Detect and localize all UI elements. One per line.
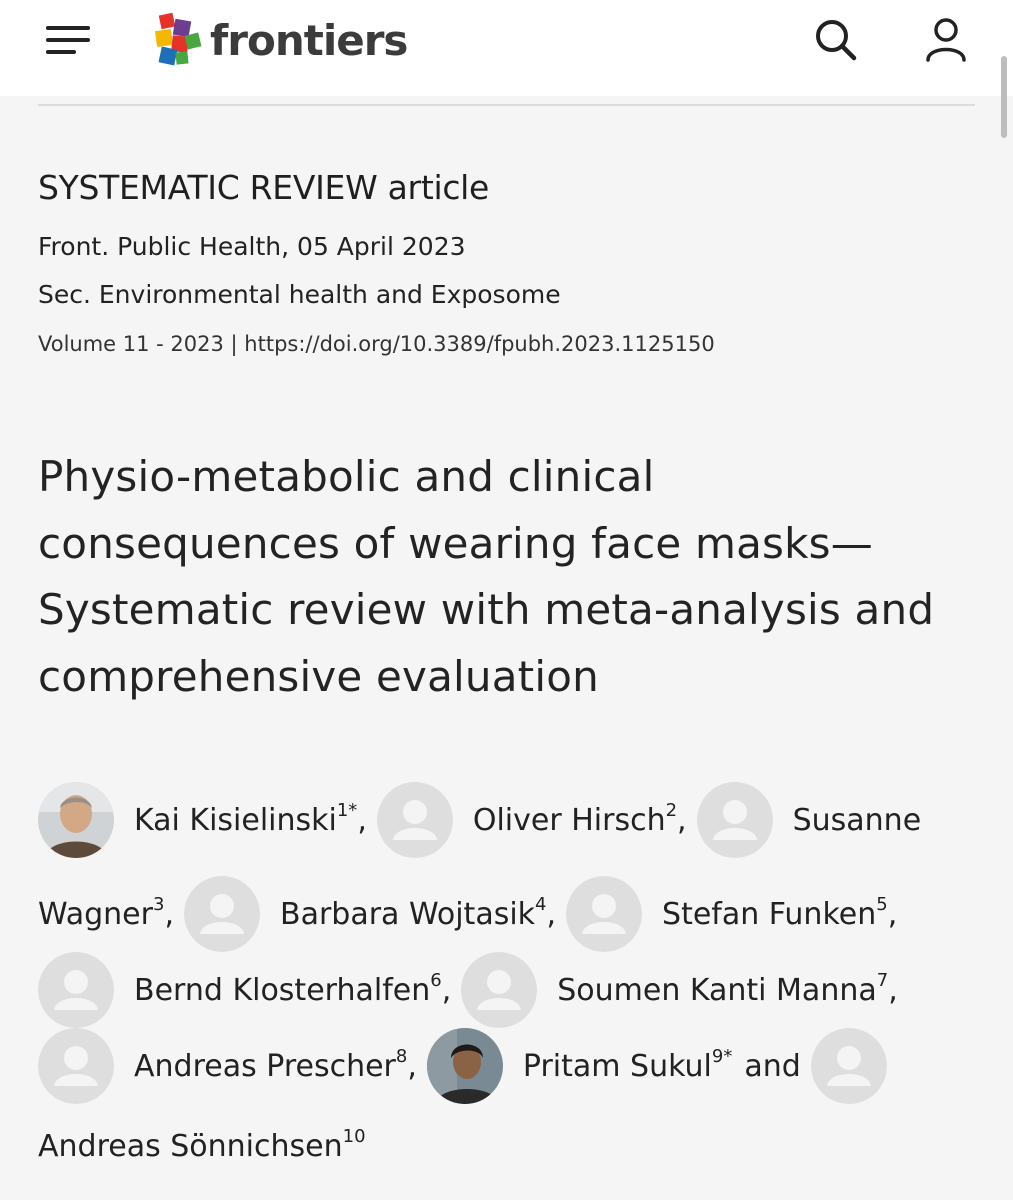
author-placeholder-avatar[interactable] bbox=[811, 1028, 887, 1104]
author-separator: , bbox=[357, 802, 367, 838]
author-row bbox=[38, 950, 898, 1030]
journal-and-date: Front. Public Health, 05 April 2023 bbox=[38, 232, 466, 261]
author-row bbox=[38, 780, 921, 860]
title-line: consequences of wearing face masks— bbox=[38, 518, 873, 568]
author-separator: , bbox=[677, 802, 687, 838]
author-photo-avatar[interactable] bbox=[427, 1028, 503, 1104]
search-button[interactable] bbox=[808, 12, 864, 68]
account-button[interactable] bbox=[918, 12, 974, 68]
author-separator: , bbox=[887, 896, 898, 932]
article-type: SYSTEMATIC REVIEW article bbox=[38, 168, 490, 207]
user-account-icon bbox=[918, 12, 974, 68]
author-placeholder-avatar[interactable] bbox=[38, 1028, 114, 1104]
author-placeholder-avatar[interactable] bbox=[566, 876, 642, 952]
author-name[interactable]: Andreas Sönnichsen$^{10}$ bbox=[38, 1125, 366, 1164]
title-line: Systematic review with meta-analysis and bbox=[38, 585, 935, 634]
author-separator: , bbox=[888, 972, 898, 1008]
volume-and-doi: Volume 11 - 2023 | https://doi.org/10.3389/fpubh.2023.1125150 bbox=[38, 332, 715, 356]
frontiers-logo-icon bbox=[152, 12, 204, 68]
author-placeholder-avatar[interactable] bbox=[697, 782, 773, 858]
author-name[interactable]: Susanne bbox=[792, 802, 922, 838]
menu-line bbox=[46, 38, 90, 42]
author-placeholder-avatar[interactable] bbox=[377, 782, 453, 858]
header-divider bbox=[38, 104, 975, 106]
author-name[interactable]: Bernd Klosterhalfen$^6$ bbox=[134, 969, 442, 1008]
title-line: Physio-metabolic and clinical bbox=[38, 452, 655, 501]
frontiers-logo[interactable] bbox=[152, 10, 407, 70]
author-separator-and: and bbox=[744, 1048, 801, 1084]
author-separator: , bbox=[407, 1048, 417, 1084]
author-separator: , bbox=[164, 896, 174, 932]
author-name[interactable]: Stefan Funken$^5$ bbox=[662, 893, 888, 932]
menu-line bbox=[46, 50, 76, 54]
author-placeholder-avatar[interactable] bbox=[461, 952, 537, 1028]
author-photo-avatar[interactable] bbox=[38, 782, 114, 858]
author-row bbox=[38, 874, 897, 954]
author-name[interactable]: Kai Kisielinski$^{1*}$ bbox=[134, 799, 358, 838]
title-line: comprehensive evaluation bbox=[38, 651, 599, 701]
author-placeholder-avatar[interactable] bbox=[184, 876, 260, 952]
author-name[interactable]: Andreas Prescher$^8$ bbox=[134, 1045, 408, 1084]
author-placeholder-avatar[interactable] bbox=[38, 952, 114, 1028]
hamburger-menu-button[interactable] bbox=[40, 18, 96, 62]
author-name[interactable]: Soumen Kanti Manna$^7$ bbox=[557, 969, 889, 1008]
scrollbar-thumb[interactable] bbox=[1001, 56, 1007, 138]
logo-wordmark: frontiers bbox=[210, 15, 408, 65]
author-row bbox=[38, 1026, 887, 1106]
author-separator: , bbox=[441, 972, 452, 1008]
author-name[interactable]: Barbara Wojtasik$^4$ bbox=[279, 893, 547, 932]
top-navigation-bar bbox=[0, 0, 1013, 96]
author-name[interactable]: Pritam Sukul$^{9*}$ bbox=[522, 1045, 733, 1084]
author-separator: , bbox=[546, 896, 557, 932]
menu-line bbox=[46, 26, 90, 30]
author-row bbox=[38, 1106, 366, 1186]
article-title bbox=[38, 444, 983, 710]
author-name[interactable]: Oliver Hirsch$^2$ bbox=[472, 799, 678, 838]
article-section: Sec. Environmental health and Exposome bbox=[38, 280, 561, 309]
author-name[interactable]: Wagner$^3$ bbox=[38, 893, 165, 932]
search-icon bbox=[808, 12, 864, 68]
